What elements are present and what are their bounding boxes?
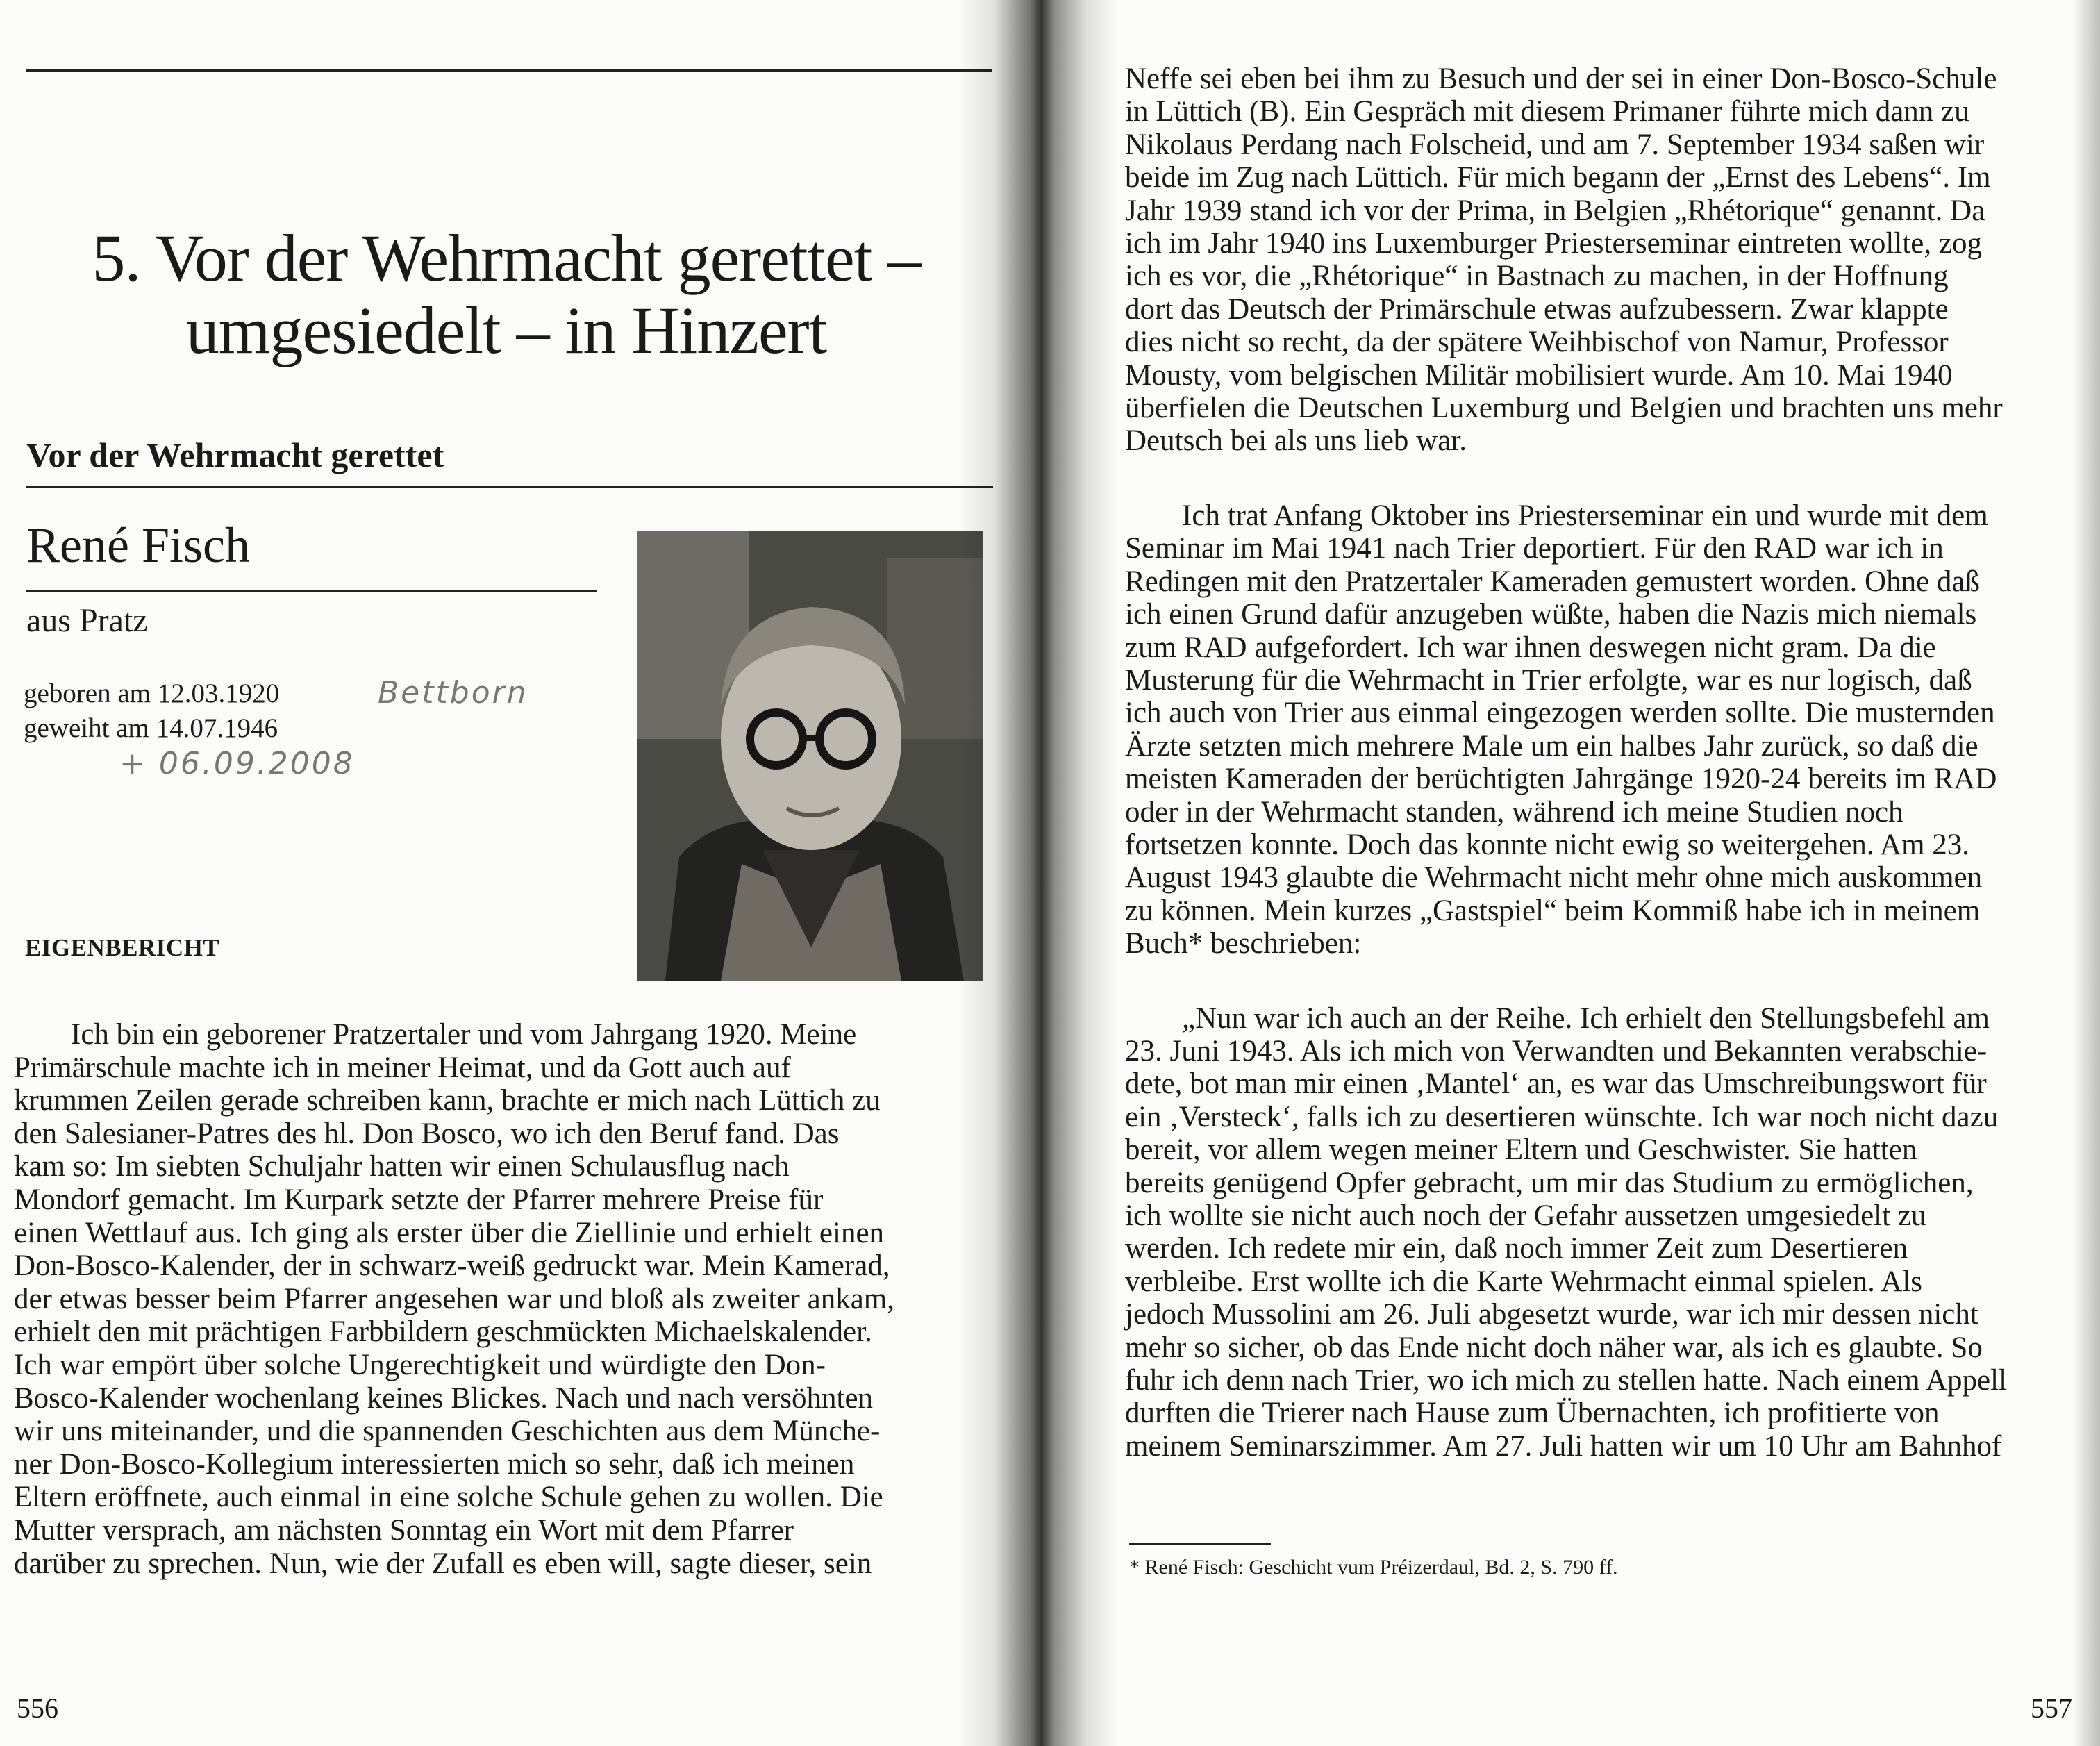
chapter-title <box>44 222 968 367</box>
left-page <box>0 0 993 1746</box>
paragraph-1 <box>1125 63 2085 458</box>
body-line: Neffe sei eben bei ihm zu Besuch und der sei in einer Don-Bosco-Schule <box>1125 63 1997 95</box>
body-line: in Lüttich (B). Ein Gespräch mit diesem Primaner führte mich dann zu <box>1125 95 1969 128</box>
left-body-text <box>14 1018 978 1580</box>
body-line: überfielen die Deutschen Luxemburg und Belgien und brachten uns mehr <box>1125 392 2003 425</box>
body-line: ein ‚Versteck‘, falls ich zu desertieren wünschte. Ich war noch nicht dazu <box>1125 1100 1999 1133</box>
birth-date: geboren am 12.03.1920 <box>24 679 280 708</box>
body-line: ich auch von Trier aus einmal eingezogen werden sollte. Die musternden <box>1125 697 1995 730</box>
body-line: fortsetzen konnte. Doch das konnte nicht ewig so weitergehen. Am 23. <box>1125 828 1970 861</box>
body-line: werden. Ich redete mir ein, daß noch immer Zeit zum Desertieren <box>1125 1232 1908 1265</box>
body-line: August 1943 glaubte die Wehrmacht nicht mehr ohne mich auskommen <box>1125 861 1983 895</box>
body-line: „Nun war ich auch an der Reihe. Ich erhielt den Stellungsbefehl am <box>1182 1001 1990 1035</box>
body-line: den Salesianer-Patres des hl. Don Bosco, wo ich den Beruf fand. Das <box>14 1117 840 1150</box>
body-line: meinem Seminarszimmer. Am 27. Juli hatten wir um 10 Uhr am Bahnhof <box>1125 1429 2002 1463</box>
body-line: jedoch Mussolini am 26. Juli abgesetzt wurde, war ich mir dessen nicht <box>1125 1298 1978 1331</box>
author-portrait-photo <box>638 531 983 981</box>
body-line: durften die Trierer nach Hause zum Übernachten, ich profitierte von <box>1125 1397 1940 1430</box>
body-line: beide im Zug nach Lüttich. Für mich begann der „Ernst des Lebens“. Im <box>1125 161 1991 194</box>
body-line: dies nicht so recht, da der spätere Weihbischof von Namur, Professor <box>1125 326 1949 359</box>
book-gutter-shadow <box>958 0 1118 1746</box>
body-line: ner Don-Bosco-Kollegium interessierten mich so sehr, daß ich meinen <box>14 1447 855 1481</box>
body-line: wir uns miteinander, und die spannenden Geschichten aus dem Münche- <box>14 1415 881 1448</box>
body-line: Mondorf gemacht. Im Kurpark setzte der Pfarrer mehrere Preise für <box>14 1183 824 1216</box>
body-line: Eltern eröffnete, auch einmal in eine solche Schule gehen zu wollen. Die <box>14 1481 883 1514</box>
body-line: ich es vor, die „Rhétorique“ in Bastnach zu machen, in der Hoffnung <box>1125 260 1949 293</box>
body-line: dete, bot man mir einen ‚Mantel‘ an, es war das Umschreibungswort für <box>1125 1067 1987 1101</box>
bio-dates <box>24 676 279 746</box>
body-line: Musterung für die Wehrmacht in Trier erfolgte, war es nur logisch, daß <box>1125 663 1972 697</box>
chapter-title-line: umgesiedelt – in Hinzert <box>185 293 827 367</box>
page-number-right: 557 <box>2031 1693 2072 1724</box>
body-line: erhielt den mit prächtigen Farbbildern geschmückten Michaelskalender. <box>14 1315 872 1349</box>
author-origin: aus Pratz <box>26 602 148 639</box>
body-line: oder in der Wehrmacht standen, während ich meine Studien noch <box>1125 795 1903 829</box>
body-line: Nikolaus Perdang nach Folscheid, und am 7. September 1934 saßen wir <box>1125 128 1985 161</box>
handwritten-death-date: + 06.09.2008 <box>119 746 355 781</box>
footnote-rule <box>1129 1543 1271 1545</box>
portrait-illustration <box>638 531 983 981</box>
body-line: Deutsch bei als uns lieb war. <box>1125 424 1467 458</box>
author-rule <box>26 590 597 592</box>
section-heading: Vor der Wehrmacht gerettet <box>26 435 444 474</box>
body-line: Mousty, vom belgischen Militär mobilisiert wurde. Am 10. Mai 1940 <box>1125 358 1953 392</box>
right-body-text <box>1125 63 2085 1463</box>
page-number-left: 556 <box>17 1693 58 1724</box>
body-line: Ärzte setzten mich mehrere Male um ein halbes Jahr zurück, so daß die <box>1125 729 1978 763</box>
paragraph-2 <box>1125 499 2085 961</box>
body-line: der etwas besser beim Pfarrer angesehen war und bloß als zweiter ankam, <box>14 1282 894 1315</box>
body-line: Ich bin ein geborener Pratzertaler und vom Jahrgang 1920. Meine <box>71 1018 857 1051</box>
body-line: ich einen Grund dafür anzugeben wüßte, haben die Nazis mich niemals <box>1125 598 1977 631</box>
footnote: * René Fisch: Geschicht vum Préizerdaul, Bd. 2, S. 790 ff. <box>1129 1556 1618 1579</box>
body-line: Buch* beschrieben: <box>1125 927 1362 961</box>
body-line: Primärschule machte ich in meiner Heimat, und da Gott auch auf <box>14 1051 791 1084</box>
body-line: zum RAD aufgefordert. Ich war ihnen deswegen nicht gram. Da die <box>1125 631 1936 664</box>
top-rule <box>26 69 992 72</box>
chapter-title-line: 5. Vor der Wehrmacht gerettet – <box>92 221 921 295</box>
section-rule <box>26 486 993 488</box>
paragraph-3 <box>1125 1002 2085 1463</box>
body-line: dort das Deutsch der Primärschule etwas aufzubessern. Zwar klappte <box>1125 292 1949 326</box>
ordination-date: geweiht am 14.07.1946 <box>24 713 278 743</box>
body-line: krummen Zeilen gerade schreiben kann, brachte er mich nach Lüttich zu <box>14 1084 881 1117</box>
body-line: Redingen mit den Pratzertaler Kameraden gemustert worden. Ohne daß <box>1125 565 1981 598</box>
body-line: einen Wettlauf aus. Ich ging als erster über die Ziellinie und erhielt einen <box>14 1216 885 1249</box>
body-line: mehr so sicher, ob das Ende nicht doch näher war, als ich es glaubte. So <box>1125 1331 1983 1364</box>
author-name: René Fisch <box>26 517 250 573</box>
body-line: bereits genügend Opfer gebracht, um mir das Studium zu ermöglichen, <box>1125 1166 1974 1199</box>
body-line: Jahr 1939 stand ich vor der Prima, in Belgien „Rhétorique“ genannt. Da <box>1125 194 1985 227</box>
body-line: Seminar im Mai 1941 nach Trier deportiert. Für den RAD war ich in <box>1125 532 1944 565</box>
report-label: EIGENBERICHT <box>25 934 220 961</box>
body-line: meisten Kameraden der berüchtigten Jahrgänge 1920-24 bereits im RAD <box>1125 763 1997 796</box>
body-line: Bosco-Kalender wochenlang keines Blickes. Nach und nach versöhnten <box>14 1381 874 1415</box>
body-line: bereit, vor allem wegen meiner Eltern und Geschwister. Sie hatten <box>1125 1133 1917 1167</box>
body-line: kam so: Im siebten Schuljahr hatten wir einen Schulausflug nach <box>14 1150 790 1183</box>
body-line: ich im Jahr 1940 ins Luxemburger Priesterseminar eintreten wollte, zog <box>1125 227 1982 260</box>
body-line: Don-Bosco-Kalender, der in schwarz-weiß gedruckt war. Mein Kamerad, <box>14 1249 890 1283</box>
body-line: 23. Juni 1943. Als ich mich von Verwandten und Bekannten verabschie- <box>1125 1034 1988 1067</box>
body-line: verbleibe. Erst wollte ich die Karte Wehrmacht einmal spielen. Als <box>1125 1265 1923 1298</box>
page-edge-shadow <box>2072 0 2100 1746</box>
body-line: ich wollte sie nicht auch noch der Gefahr aussetzen umgesiedelt zu <box>1125 1199 1926 1232</box>
body-line: Mutter versprach, am nächsten Sonntag ein Wort mit dem Pfarrer <box>14 1513 794 1547</box>
body-line: darüber zu sprechen. Nun, wie der Zufall es eben will, sagte dieser, sein <box>14 1547 872 1580</box>
body-line: Ich trat Anfang Oktober ins Priesterseminar ein und wurde mit dem <box>1182 499 1988 532</box>
handwritten-birthplace: Bettborn <box>378 675 528 710</box>
body-line: fuhr ich denn nach Trier, wo ich mich zu stellen hatte. Nach einem Appell <box>1125 1364 2008 1397</box>
body-line: Ich war empört über solche Ungerechtigkeit und würdigte den Don- <box>14 1348 826 1381</box>
body-line: zu können. Mein kurzes „Gastspiel“ beim Kommiß habe ich in meinem <box>1125 894 1981 927</box>
